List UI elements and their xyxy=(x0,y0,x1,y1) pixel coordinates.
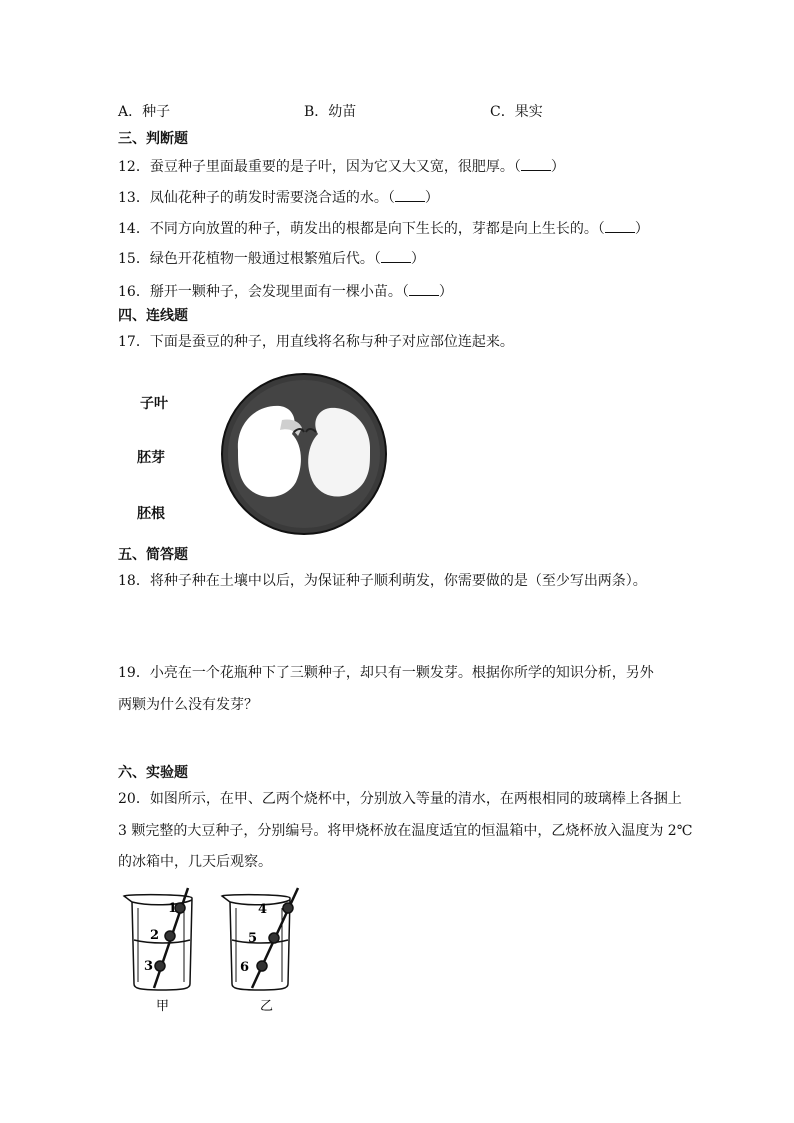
question-19-line1: 19．小亮在一个花瓶种下了三颗种子，却只有一颗发芽。根据你所学的知识分析，另外 xyxy=(118,665,654,681)
section-title-short-answer: 五、简答题 xyxy=(118,547,188,563)
section-title-judge: 三、判断题 xyxy=(118,131,188,147)
broad-bean-seed-image[interactable] xyxy=(220,372,388,536)
seed-number-3: 3 xyxy=(144,959,154,974)
question-20-line2: 3 颗完整的大豆种子，分别编号。将甲烧杯放在温度适宜的恒温箱中，乙烧杯放入温度为 2℃ xyxy=(118,823,693,839)
question-12: 12．蚕豆种子里面最重要的是子叶，因为它又大又宽，很肥厚。（ ） xyxy=(118,156,565,176)
seed-number-2: 2 xyxy=(150,928,160,943)
answer-blank[interactable] xyxy=(381,248,411,263)
question-15: 15．绿色开花植物一般通过根繁殖后代。（ ） xyxy=(118,248,425,268)
label-cotyledon[interactable]: 子叶 xyxy=(140,396,168,412)
answer-blank[interactable] xyxy=(521,156,551,171)
label-radicle[interactable]: 胚根 xyxy=(137,506,165,522)
question-13: 13．凤仙花种子的萌发时需要浇合适的水。（ ） xyxy=(118,187,439,207)
question-17: 17．下面是蚕豆的种子，用直线将名称与种子对应部位连起来。 xyxy=(118,334,514,350)
option-c: C．果实 xyxy=(490,104,543,120)
section-title-matching: 四、连线题 xyxy=(118,308,188,324)
question-16: 16．掰开一颗种子，会发现里面有一棵小苗。（ ） xyxy=(118,281,453,301)
seed-number-4: 4 xyxy=(258,902,268,917)
question-18: 18．将种子种在土壤中以后，为保证种子顺利萌发，你需要做的是（至少写出两条）。 xyxy=(118,573,647,589)
option-b: B．幼苗 xyxy=(304,104,357,120)
option-a: A．种子 xyxy=(118,104,171,120)
seed-number-5: 5 xyxy=(248,931,258,946)
beaker-label-jia: 甲 xyxy=(156,999,170,1014)
section-title-experiment: 六、实验题 xyxy=(118,765,188,781)
answer-blank[interactable] xyxy=(605,218,635,233)
beaker-experiment-diagram xyxy=(118,884,318,1020)
seed-number-1: 1 xyxy=(168,901,178,916)
answer-blank[interactable] xyxy=(409,281,439,296)
seed-number-6: 6 xyxy=(240,960,250,975)
question-20-line1: 20．如图所示，在甲、乙两个烧杯中，分别放入等量的清水，在两根相同的玻璃棒上各捆上 xyxy=(118,791,682,807)
label-plumule[interactable]: 胚芽 xyxy=(137,450,165,466)
beaker-label-yi: 乙 xyxy=(260,999,274,1014)
question-20-line3: 的冰箱中，几天后观察。 xyxy=(118,854,272,870)
question-14: 14．不同方向放置的种子，萌发出的根都是向下生长的，芽都是向上生长的。（ ） xyxy=(118,218,649,238)
question-19-line2: 两颗为什么没有发芽？ xyxy=(118,697,258,713)
answer-blank[interactable] xyxy=(395,187,425,202)
